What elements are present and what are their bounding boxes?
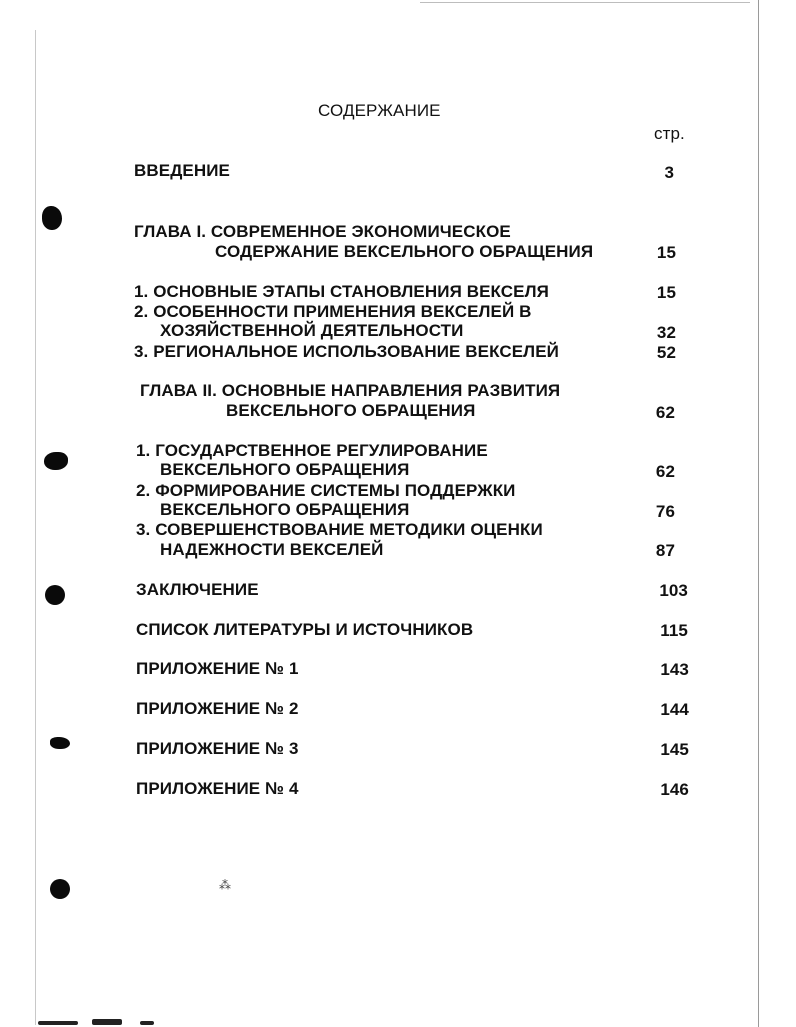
scan-edge-top <box>420 2 750 3</box>
scan-speck: ⁂ <box>219 878 231 892</box>
toc-entry-ch2-s1-line2: ВЕКСЕЛЬНОГО ОБРАЩЕНИЯ <box>160 460 410 479</box>
toc-chapter-2-line2: ВЕКСЕЛЬНОГО ОБРАЩЕНИЯ <box>226 401 476 420</box>
toc-entry-appendix-2: ПРИЛОЖЕНИЕ № 2 <box>136 699 299 718</box>
punch-hole-mark <box>44 452 68 470</box>
toc-page-ch2-s1: 62 <box>655 462 675 481</box>
toc-page-bibliography: 115 <box>660 621 688 640</box>
toc-entry-ch2-s2-line2: ВЕКСЕЛЬНОГО ОБРАЩЕНИЯ <box>160 500 410 519</box>
toc-page-ch1-s3: 52 <box>656 343 676 362</box>
toc-entry-appendix-4: ПРИЛОЖЕНИЕ № 4 <box>136 779 299 798</box>
toc-entry-ch1-s1: 1. ОСНОВНЫЕ ЭТАПЫ СТАНОВЛЕНИЯ ВЕКСЕЛЯ <box>134 282 549 301</box>
toc-entry-conclusion: ЗАКЛЮЧЕНИЕ <box>136 580 259 599</box>
toc-entry-appendix-1: ПРИЛОЖЕНИЕ № 1 <box>136 659 299 678</box>
toc-page-appendix-2: 144 <box>660 700 689 719</box>
scan-edge-left <box>35 30 36 1025</box>
toc-entry-ch2-s2-line1: 2. ФОРМИРОВАНИЕ СИСТЕМЫ ПОДДЕРЖКИ <box>136 481 516 500</box>
punch-hole-mark <box>42 206 62 230</box>
toc-entry-ch2-s3-line1: 3. СОВЕРШЕНСТВОВАНИЕ МЕТОДИКИ ОЦЕНКИ <box>136 520 543 539</box>
toc-chapter-1-line1: ГЛАВА I. СОВРЕМЕННОЕ ЭКОНОМИЧЕСКОЕ <box>134 222 511 241</box>
scan-mark-bottom <box>92 1019 122 1025</box>
toc-chapter-2-line1: ГЛАВА II. ОСНОВНЫЕ НАПРАВЛЕНИЯ РАЗВИТИЯ <box>140 381 561 400</box>
scan-mark-bottom <box>38 1021 78 1025</box>
toc-page-appendix-4: 146 <box>660 780 689 799</box>
scan-edge-right <box>758 0 759 1027</box>
toc-page-appendix-1: 143 <box>660 660 689 679</box>
toc-entry-ch2-s1-line1: 1. ГОСУДАРСТВЕННОЕ РЕГУЛИРОВАНИЕ <box>136 441 488 460</box>
toc-page-chapter-1: 15 <box>656 243 676 262</box>
toc-page-ch1-s2: 32 <box>656 323 676 342</box>
toc-entry-ch1-s2-line2: ХОЗЯЙСТВЕННОЙ ДЕЯТЕЛЬНОСТИ <box>160 321 464 340</box>
page-title: СОДЕРЖАНИЕ <box>318 101 441 120</box>
toc-page-intro: 3 <box>664 163 674 182</box>
toc-page-ch2-s3: 87 <box>655 541 675 560</box>
toc-chapter-1-line2: СОДЕРЖАНИЕ ВЕКСЕЛЬНОГО ОБРАЩЕНИЯ <box>215 242 594 261</box>
toc-entry-ch2-s3-line2: НАДЕЖНОСТИ ВЕКСЕЛЕЙ <box>160 540 384 559</box>
toc-page-appendix-3: 145 <box>660 740 689 759</box>
punch-hole-mark <box>45 585 65 605</box>
toc-entry-appendix-3: ПРИЛОЖЕНИЕ № 3 <box>136 739 299 758</box>
punch-hole-mark <box>50 737 70 749</box>
toc-entry-ch1-s3: 3. РЕГИОНАЛЬНОЕ ИСПОЛЬЗОВАНИЕ ВЕКСЕЛЕЙ <box>134 342 559 361</box>
toc-entry-ch1-s2-line1: 2. ОСОБЕННОСТИ ПРИМЕНЕНИЯ ВЕКСЕЛЕЙ В <box>134 302 532 321</box>
toc-page-conclusion: 103 <box>659 581 688 600</box>
toc-entry-bibliography: СПИСОК ЛИТЕРАТУРЫ И ИСТОЧНИКОВ <box>136 620 474 639</box>
scan-mark-bottom <box>140 1021 154 1025</box>
punch-hole-mark <box>50 879 70 899</box>
toc-page-ch1-s1: 15 <box>656 283 676 302</box>
page-column-label: стр. <box>654 124 685 143</box>
toc-page-ch2-s2: 76 <box>655 502 675 521</box>
toc-page-chapter-2: 62 <box>655 403 675 422</box>
toc-entry-intro: ВВЕДЕНИЕ <box>134 161 230 180</box>
